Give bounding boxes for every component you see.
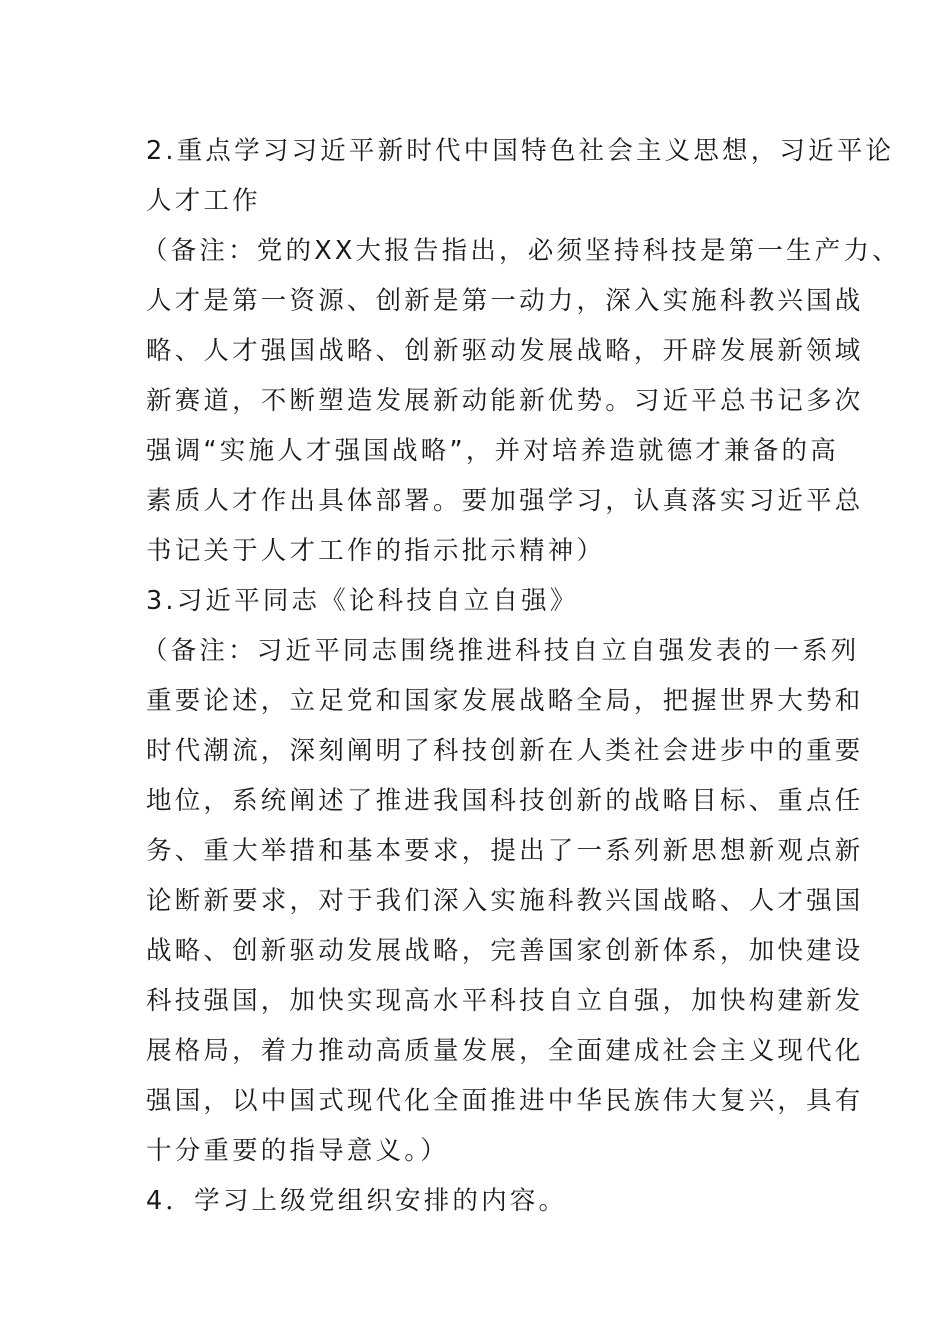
section-2-note-line-5: 强调“实施人才强国战略”，并对培养造就德才兼备的高 bbox=[146, 436, 839, 466]
section-4-heading: 4．学习上级党组织安排的内容。 bbox=[146, 1186, 568, 1216]
section-3-note-line-4: 地位，系统阐述了推进我国科技创新的战略目标、重点任 bbox=[146, 786, 864, 816]
section-3-note-line-11: 十分重要的指导意义。） bbox=[146, 1136, 449, 1166]
section-2-note-line-2: 人才是第一资源、创新是第一动力，深入实施科教兴国战 bbox=[146, 286, 864, 316]
document-body bbox=[142, 126, 901, 1226]
section-3-note-line-5: 务、重大举措和基本要求，提出了一系列新思想新观点新 bbox=[146, 836, 864, 866]
section-2-note-line-4: 新赛道，不断塑造发展新动能新优势。习近平总书记多次 bbox=[146, 386, 864, 416]
section-3-note-line-10: 强国，以中国式现代化全面推进中华民族伟大复兴，具有 bbox=[146, 1086, 864, 1116]
section-3-note-line-3: 时代潮流，深刻阐明了科技创新在人类社会进步中的重要 bbox=[146, 736, 864, 766]
section-2-note-line-7: 书记关于人才工作的指示批示精神） bbox=[146, 536, 606, 566]
section-2-note-line-6: 素质人才作出具体部署。要加强学习，认真落实习近平总 bbox=[146, 486, 864, 516]
section-2-note-line-3: 略、人才强国战略、创新驱动发展战略，开辟发展新领域 bbox=[146, 336, 864, 366]
section-3-note-line-9: 展格局，着力推动高质量发展，全面建成社会主义现代化 bbox=[146, 1036, 864, 1066]
section-3-note-line-6: 论断新要求，对于我们深入实施科教兴国战略、人才强国 bbox=[146, 886, 864, 916]
section-2-heading-line-1: 2.重点学习习近平新时代中国特色社会主义思想，习近平论 bbox=[146, 136, 895, 166]
section-3-note-line-7: 战略、创新驱动发展战略，完善国家创新体系，加快建设 bbox=[146, 936, 864, 966]
section-3-note-line-2: 重要论述，立足党和国家发展战略全局，把握世界大势和 bbox=[146, 686, 864, 716]
section-2-note-line-1: （备注：党的XX大报告指出，必须坚持科技是第一生产力、 bbox=[142, 236, 901, 266]
section-3-note-line-1: （备注：习近平同志围绕推进科技自立自强发表的一系列 bbox=[142, 636, 860, 666]
section-3-heading: 3.习近平同志《论科技自立自强》 bbox=[146, 586, 579, 616]
section-2-heading-line-2: 人才工作 bbox=[146, 186, 261, 216]
section-3-note-line-8: 科技强国，加快实现高水平科技自立自强，加快构建新发 bbox=[146, 986, 864, 1016]
